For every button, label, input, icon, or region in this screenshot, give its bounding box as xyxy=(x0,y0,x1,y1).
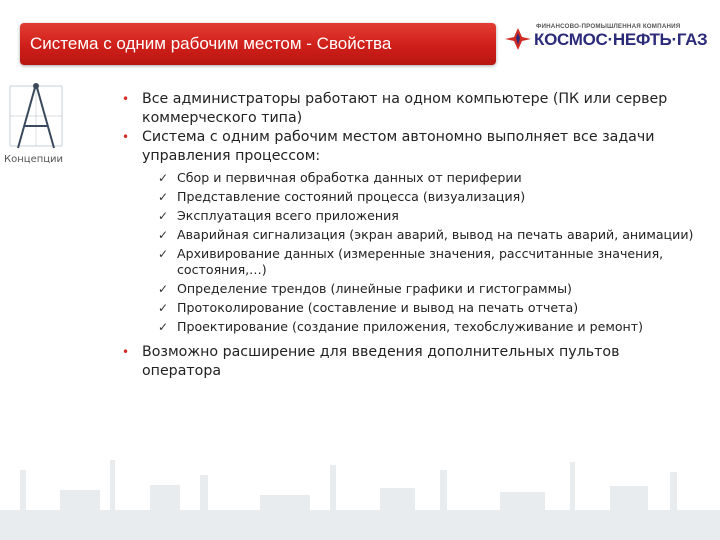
check-icon: ✓ xyxy=(158,282,169,296)
check-icon: ✓ xyxy=(158,301,169,315)
check-icon: ✓ xyxy=(158,320,169,334)
check-item xyxy=(120,208,700,224)
bullet-text: Все администраторы работают на одном компьютере (ПК или сервер коммерческого типа) xyxy=(142,91,668,126)
check-text: Сбор и первичная обработка данных от периферии xyxy=(177,170,522,185)
check-text: Представление состояний процесса (визуализация) xyxy=(177,189,526,204)
check-icon: ✓ xyxy=(158,190,169,204)
check-text: Протоколирование (составление и вывод на печать отчета) xyxy=(177,300,579,315)
check-item xyxy=(120,170,700,186)
check-list xyxy=(120,170,700,335)
check-text: Эксплуатация всего приложения xyxy=(177,208,399,223)
slide-title-bar xyxy=(20,23,496,65)
compass-drawing-icon xyxy=(8,80,64,152)
compass-star-icon xyxy=(505,28,531,50)
check-item xyxy=(120,189,700,205)
check-text: Аварийная сигнализация (экран аварий, вывод на печать аварий, анимации) xyxy=(177,227,694,242)
bullet-item xyxy=(120,90,700,128)
check-item xyxy=(120,300,700,316)
check-text: Проектирование (создание приложения, техобслуживание и ремонт) xyxy=(177,319,644,334)
check-icon: ✓ xyxy=(158,171,169,185)
check-icon: ✓ xyxy=(158,247,169,261)
bullet-item xyxy=(120,128,700,166)
slide-title: Система с одним рабочим местом - Свойства xyxy=(30,34,392,53)
check-icon: ✓ xyxy=(158,228,169,242)
bullet-item xyxy=(120,343,700,381)
bullet-marker: • xyxy=(122,92,130,106)
check-icon: ✓ xyxy=(158,209,169,223)
sidebar-label: Концепции xyxy=(4,154,64,165)
check-item xyxy=(120,227,700,243)
check-text: Архивирование данных (измеренные значения, рассчитанные значения, состояния,…) xyxy=(177,246,664,277)
slide-content xyxy=(120,90,700,381)
bullet-marker: • xyxy=(122,345,130,359)
company-logo xyxy=(505,22,708,52)
check-item xyxy=(120,319,700,335)
check-item xyxy=(120,281,700,297)
logo-tagline: ФИНАНСОВО-ПРОМЫШЛЕННАЯ КОМПАНИЯ xyxy=(536,23,681,30)
bullet-text: Система с одним рабочим местом автономно выполняет все задачи управления процессом: xyxy=(142,129,655,164)
bullet-marker: • xyxy=(122,130,130,144)
industrial-skyline-watermark xyxy=(0,440,720,540)
logo-name: КОСМОС·НЕФТЬ·ГАЗ xyxy=(534,30,708,49)
check-text: Определение трендов (линейные графики и гистограммы) xyxy=(177,281,572,296)
bullet-text: Возможно расширение для введения дополнительных пультов оператора xyxy=(142,344,620,379)
check-item xyxy=(120,246,700,278)
